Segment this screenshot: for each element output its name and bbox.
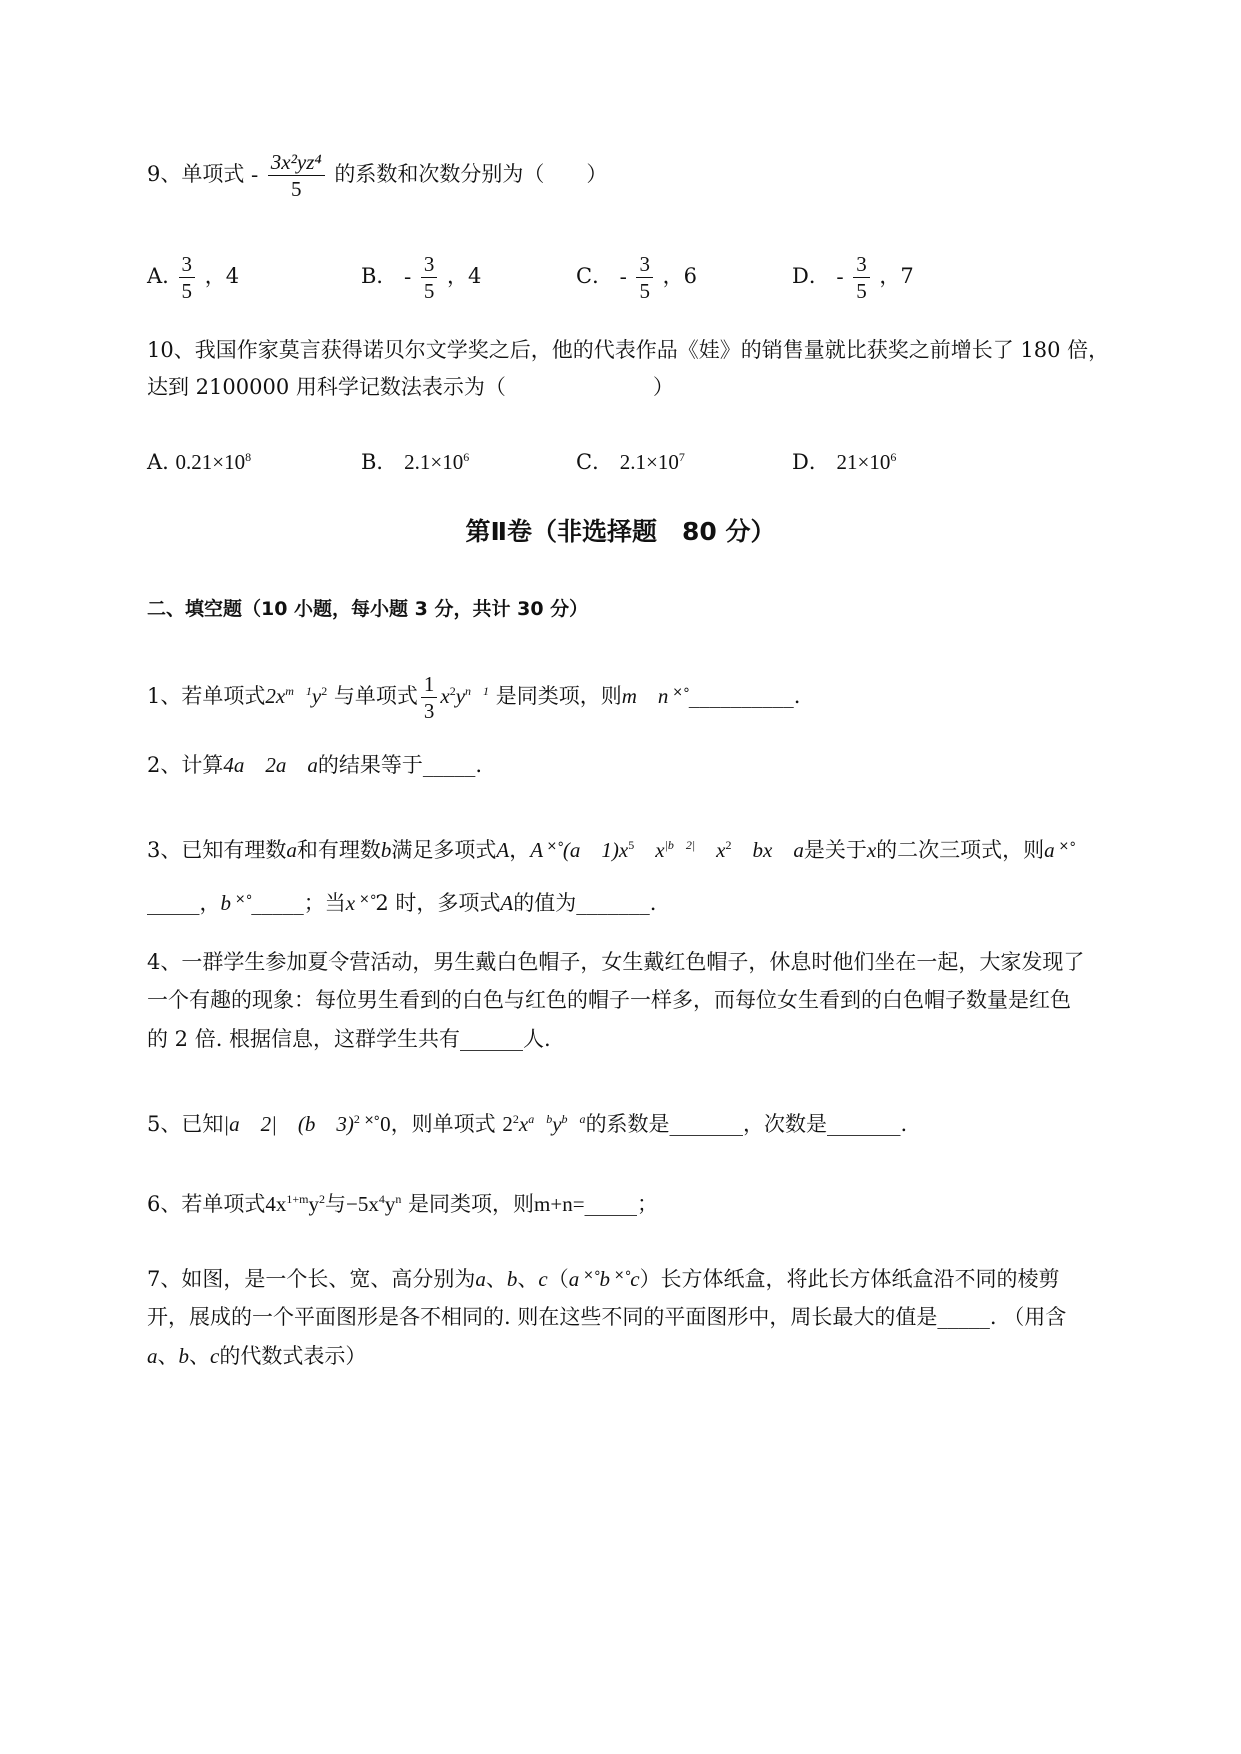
fill-question-6: [147, 1184, 658, 1219]
text: 5、已知: [147, 1112, 224, 1136]
option-numerator: 3: [179, 252, 196, 278]
option-denominator: 5: [181, 279, 193, 303]
option-rest: ，4: [204, 264, 240, 288]
text: 2 时，多项式: [375, 891, 501, 915]
text: 的二次三项式，则: [876, 838, 1045, 862]
option-sign: -: [836, 264, 844, 288]
option-label: A.: [147, 264, 169, 288]
q9-option-c[interactable]: [576, 252, 697, 303]
fill-question-4-line-3[interactable]: 的 2 倍. 根据信息，这群学生共有______人.: [147, 1027, 551, 1051]
math-sup: m 1: [285, 684, 312, 698]
fill-question-1: [147, 672, 800, 723]
text: ）长方体纸盒，将此长方体纸盒沿不同的棱剪: [639, 1267, 1060, 1291]
math: y: [455, 684, 466, 708]
question-9: [147, 150, 607, 201]
math: x ˟˚: [345, 891, 376, 915]
option-label: D．: [792, 264, 830, 288]
fill-question-2: [147, 750, 482, 780]
text: 2、计算: [147, 753, 224, 777]
text: 是关于: [803, 838, 867, 862]
math-sup: n 1: [465, 684, 490, 698]
math: 4x: [265, 1192, 287, 1216]
text: 与单项式: [333, 684, 418, 708]
math-sup: 5: [628, 838, 635, 852]
q9-fraction: [268, 150, 325, 201]
text: 6、若单项式: [147, 1192, 266, 1216]
text: ，则单项式: [390, 1112, 496, 1136]
math: y: [384, 1192, 396, 1216]
math: c: [210, 1344, 220, 1368]
fraction: [421, 672, 438, 723]
option-base: 2.1×10: [404, 450, 464, 474]
option-denominator: 5: [423, 279, 435, 303]
math-sup: 2: [449, 684, 456, 698]
math: |a 2| (b 3): [223, 1112, 354, 1136]
option-fraction: [636, 252, 653, 303]
option-sign: -: [404, 264, 412, 288]
text: 、: [157, 1344, 179, 1368]
answer-blank[interactable]: _____；当: [251, 891, 346, 915]
math: y: [552, 1112, 562, 1136]
text: 1、若单项式: [147, 684, 266, 708]
text: 的代数式表示）: [219, 1344, 367, 1368]
denominator: 3: [423, 699, 435, 723]
math: b: [380, 838, 392, 862]
math: 4a 2a a: [223, 753, 318, 777]
math-sup: 2: [321, 684, 328, 698]
math-sup: 2: [318, 1192, 325, 1206]
text: 和有理数: [296, 838, 381, 862]
q9-numerator: 3x²yz⁴: [268, 150, 325, 176]
math: −5x: [345, 1192, 379, 1216]
q9-suffix: 的系数和次数分别为（ ）: [334, 162, 608, 186]
section-2-heading: 二、填空题（10 小题，每小题 3 分，共计 30 分）: [147, 598, 589, 620]
math: A ˟˚(a 1)x: [530, 838, 629, 862]
text: 、: [189, 1344, 210, 1368]
text: 、: [485, 1267, 507, 1291]
math-sup: n: [395, 1192, 402, 1206]
option-exponent: 7: [678, 450, 685, 464]
answer-blank[interactable]: _____，: [147, 891, 221, 915]
answer-blank[interactable]: 的结果等于_____.: [317, 753, 483, 777]
option-base: 2.1×10: [619, 450, 679, 474]
q9-minus: -: [251, 162, 259, 186]
option-rest: ，4: [447, 264, 482, 288]
option-numerator: 3: [421, 252, 438, 278]
fill-question-7-line-3: [147, 1341, 366, 1371]
math: 2x: [265, 684, 286, 708]
numerator: 1: [421, 672, 438, 698]
q10-option-c[interactable]: [576, 442, 685, 477]
fill-question-7-line-2[interactable]: 开，展成的一个平面图形是各不相同的. 则在这些不同的平面图形中，周长最大的值是_____. （用含: [147, 1305, 1067, 1329]
math: x: [518, 1112, 529, 1136]
option-denominator: 5: [639, 279, 650, 303]
q10-option-d[interactable]: [792, 442, 896, 477]
fill-question-4-line-1: 4、一群学生参加夏令营活动，男生戴白色帽子，女生戴红色帽子，休息时他们坐在一起，大家发现了: [147, 950, 1085, 974]
question-10-line-2: 达到 2100000 用科学记数法表示为（ ）: [147, 375, 674, 399]
option-exponent: 8: [245, 450, 252, 464]
math-sup: 2: [725, 838, 732, 852]
math: c: [538, 1267, 548, 1291]
q9-option-d[interactable]: [792, 252, 914, 303]
math: b: [178, 1344, 189, 1368]
math: a ˟˚b ˟˚c: [568, 1267, 640, 1291]
part-2-title: 第Ⅱ卷（非选择题 80 分）: [465, 517, 776, 546]
math: m n ˟˚: [621, 684, 689, 708]
option-numerator: 3: [853, 252, 870, 278]
text: 满足多项式: [391, 838, 497, 862]
option-fraction: [421, 252, 438, 303]
option-exponent: 6: [890, 450, 897, 464]
option-label: A.: [147, 450, 169, 474]
math-sup: 2: [512, 1112, 519, 1126]
math: y: [311, 684, 322, 708]
option-label: B．: [361, 450, 398, 474]
q10-option-a[interactable]: [147, 442, 251, 477]
text: 是同类项，则: [495, 684, 622, 708]
math: A: [500, 891, 514, 915]
answer-blank[interactable]: 的系数是_______，次数是_______.: [585, 1112, 908, 1136]
math: a ˟˚: [1044, 838, 1075, 862]
math: 2: [502, 1112, 513, 1136]
text: 是同类项，则: [408, 1192, 535, 1216]
answer-blank[interactable]: __________.: [688, 684, 801, 708]
q9-option-b[interactable]: [361, 252, 481, 303]
option-base: 21×10: [836, 450, 891, 474]
math-sup: b a: [561, 1112, 586, 1126]
option-label: D．: [792, 450, 830, 474]
fill-question-4-line-2: 一个有趣的现象：每位男生看到的白色与红色的帽子一样多，而每位女生看到的白色帽子数量是红色: [147, 988, 1071, 1012]
math: x: [440, 684, 450, 708]
math: m+n=: [534, 1192, 585, 1216]
q10-option-b[interactable]: [361, 442, 469, 477]
option-label: C．: [576, 450, 614, 474]
option-rest: ，7: [879, 264, 914, 288]
fill-question-7-line-1: [147, 1264, 1060, 1294]
math: a: [475, 1267, 486, 1291]
text: ，: [509, 838, 531, 862]
math: ˟˚0: [359, 1112, 391, 1136]
math: b ˟˚: [220, 891, 252, 915]
math-sup: 1+m: [286, 1192, 309, 1206]
option-base: 0.21×10: [175, 450, 246, 474]
math: x: [866, 838, 877, 862]
text: 7、如图，是一个长、宽、高分别为: [147, 1267, 476, 1291]
q9-option-a[interactable]: [147, 252, 239, 303]
option-sign: -: [619, 264, 627, 288]
q9-prefix: 9、单项式: [147, 162, 245, 186]
option-exponent: 6: [463, 450, 470, 464]
math-sup: 4: [378, 1192, 385, 1206]
fill-question-5: [147, 1104, 907, 1139]
option-label: C．: [576, 264, 614, 288]
text: 与: [324, 1192, 346, 1216]
option-numerator: 3: [636, 252, 653, 278]
option-rest: ，6: [662, 264, 698, 288]
option-denominator: 5: [856, 279, 867, 303]
question-10-line-1: 10、我国作家莫言获得诺贝尔文学奖之后，他的代表作品《娃》的销售量就比获奖之前增长了 180 倍，: [147, 338, 1110, 362]
option-label: B．: [361, 264, 398, 288]
math-sup: |b 2|: [664, 838, 696, 852]
answer-blank[interactable]: 的值为_______.: [513, 891, 657, 915]
math: b: [506, 1267, 518, 1291]
math: x: [695, 838, 726, 862]
math-sup: a b: [528, 1112, 553, 1126]
option-fraction: [853, 252, 870, 303]
math-sup: 2: [353, 1112, 360, 1126]
math: y: [308, 1192, 319, 1216]
text: 3、已知有理数: [147, 838, 287, 862]
math: A: [496, 838, 510, 862]
text: 、: [517, 1267, 539, 1291]
math: a: [147, 1344, 158, 1368]
math: a: [286, 838, 297, 862]
q9-denominator: 5: [290, 177, 302, 201]
fill-question-3-line-1: [147, 830, 1075, 865]
answer-blank[interactable]: _____；: [584, 1192, 659, 1216]
math: x: [634, 838, 665, 862]
math: bx a: [731, 838, 804, 862]
option-fraction: [179, 252, 196, 303]
fill-question-3-line-2: [147, 888, 656, 918]
text: （: [547, 1267, 569, 1291]
